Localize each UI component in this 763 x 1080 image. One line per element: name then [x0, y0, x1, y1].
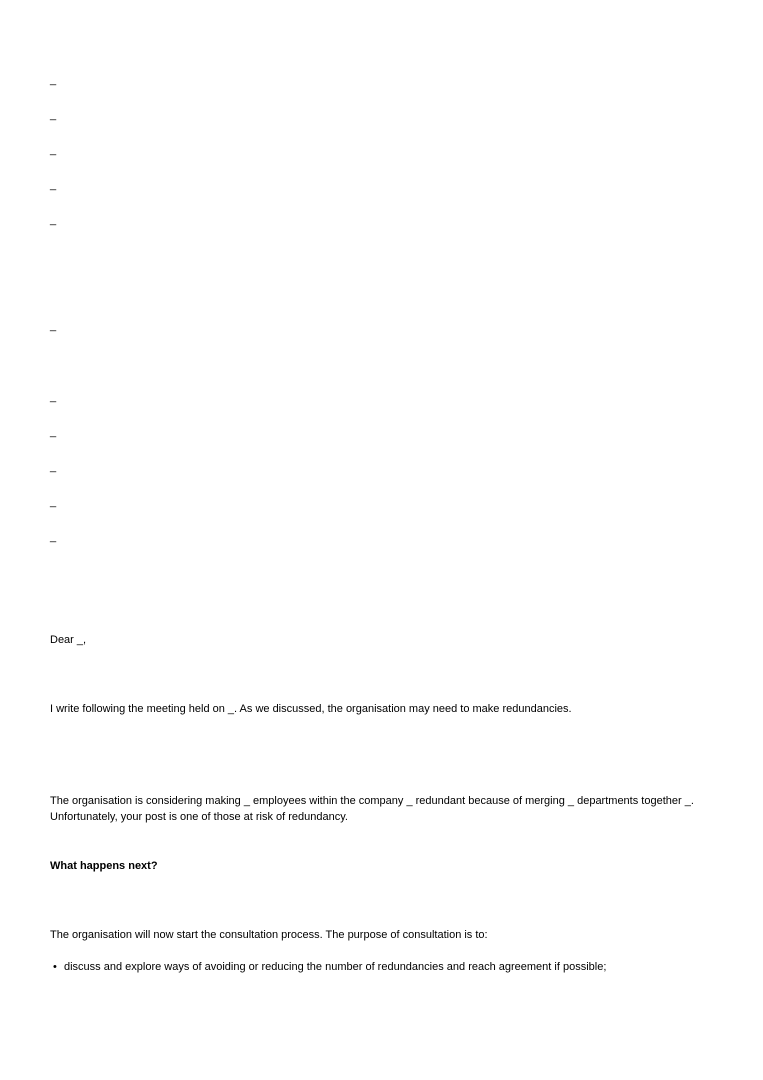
placeholder-line-2: _ — [50, 109, 57, 121]
salutation: Dear _, — [50, 634, 87, 646]
placeholder-line-1: _ — [50, 74, 57, 86]
placeholder-line-7: _ — [50, 391, 57, 403]
list-item — [50, 959, 720, 975]
placeholder-line-4: _ — [50, 179, 57, 191]
placeholder-line-6: _ — [50, 320, 57, 332]
placeholder-line-8: _ — [50, 426, 57, 438]
placeholder-line-9: _ — [50, 461, 57, 473]
consultation-paragraph: The organisation will now start the consultation process. The purpose of consultation is to: — [50, 929, 488, 941]
redundancy-paragraph: The organisation is considering making _ employees within the company _ redundant because of merging _ departments together _. Unfortunately, your post is one of those at risk of redundancy. — [50, 795, 694, 823]
placeholder-line-5: _ — [50, 214, 57, 226]
section-heading: What happens next? — [50, 860, 158, 872]
intro-paragraph: I write following the meeting held on _. As we discussed, the organisation may need to make redundancies. — [50, 703, 572, 715]
list-item-text: discuss and explore ways of avoiding or reducing the number of redundancies and reach agreement if possible; — [64, 961, 607, 973]
placeholder-line-3: _ — [50, 144, 57, 156]
placeholder-line-11: _ — [50, 531, 57, 543]
placeholder-line-10: _ — [50, 496, 57, 508]
consultation-purpose-list — [50, 959, 720, 975]
bullet-marker: • — [53, 961, 57, 973]
